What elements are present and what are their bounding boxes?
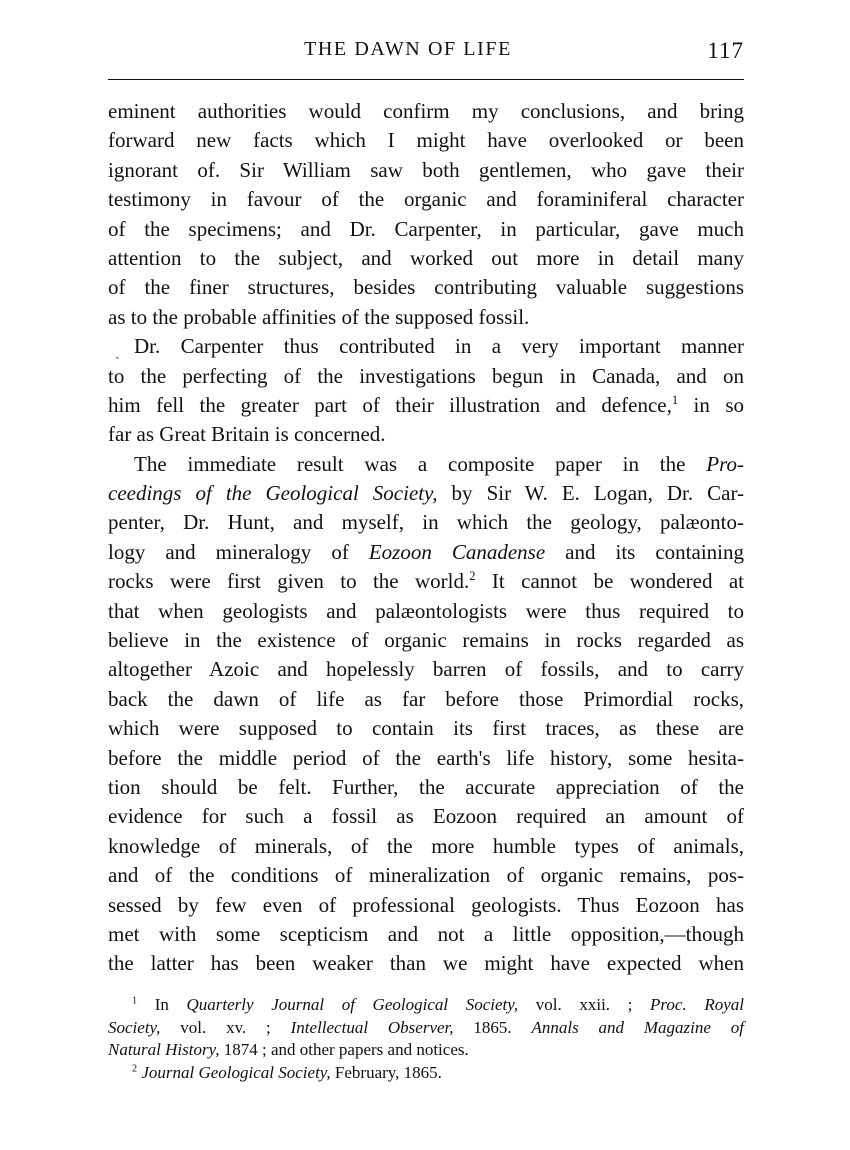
- text-line: the latter has been weaker than we might have expected when: [108, 951, 744, 976]
- text-line: to the perfecting of the investigations begun in Canada, and on: [108, 363, 744, 388]
- text-line: testimony in favour of the organic and foraminiferal character: [108, 187, 744, 212]
- footnote-marker-1: 1: [132, 995, 138, 1007]
- footnote-1-line: Society, vol. xv. ; Intellectual Observer, 1865. Annals and Magazine of: [108, 1017, 745, 1037]
- text-line: and of the conditions of mineralization of organic remains, pos-: [108, 863, 744, 888]
- stray-mark: ˎ: [115, 345, 120, 360]
- text-line: attention to the subject, and worked out more in detail many: [108, 245, 744, 270]
- body-text: [108, 97, 744, 979]
- text-line: The immediate result was a composite paper in the Pro-: [134, 451, 744, 476]
- text-line: penter, Dr. Hunt, and myself, in which the geology, palæonto-: [108, 510, 744, 535]
- text-line: back the dawn of life as far before those Primordial rocks,: [108, 686, 744, 711]
- footnote-ref-1: 1: [671, 392, 679, 407]
- text-line: sessed by few even of professional geologists. Thus Eozoon has: [108, 892, 744, 917]
- text-line: rocks were first given to the world.$^2$ It cannot be wondered at: [108, 569, 744, 594]
- text-line: Dr. Carpenter thus contributed in a very important manner: [134, 334, 744, 359]
- text-line: altogether Azoic and hopelessly barren of fossils, and to carry: [108, 657, 744, 682]
- text-line: tion should be felt. Further, the accurate appreciation of the: [108, 774, 744, 799]
- text-line: logy and mineralogy of Eozoon Canadense and its containing: [108, 539, 745, 564]
- text-line: of the finer structures, besides contributing valuable suggestions: [108, 275, 744, 300]
- text-line: far as Great Britain is concerned.: [108, 422, 386, 447]
- text-line: eminent authorities would confirm my conclusions, and bring: [108, 99, 744, 123]
- running-title: THE DAWN OF LIFE: [304, 38, 512, 60]
- header-rule: [108, 79, 744, 80]
- text-line: him fell the greater part of their illustration and defence,$^1$ in so: [108, 392, 744, 417]
- text-line: of the specimens; and Dr. Carpenter, in particular, gave much: [108, 216, 744, 241]
- text-line: which were supposed to contain its first traces, as these are: [108, 716, 744, 741]
- text-line: believe in the existence of organic remains in rocks regarded as: [108, 628, 744, 653]
- footnote-ref-2: 2: [469, 569, 476, 584]
- text-line: as to the probable affinities of the supposed fossil.: [108, 304, 530, 329]
- text-line: forward new facts which I might have overlooked or been: [108, 128, 744, 153]
- text-line: that when geologists and palæontologists were thus required to: [108, 598, 744, 623]
- text-line: evidence for such a fossil as Eozoon required an amount of: [108, 804, 744, 829]
- text-line: before the middle period of the earth's life history, some hesita-: [108, 745, 744, 770]
- running-head: [108, 36, 744, 70]
- text-line: met with some scepticism and not a little opposition,—though: [108, 921, 744, 946]
- footnote-1-line: Natural History, 1874 ; and other papers and notices.: [108, 1040, 469, 1060]
- text-line: ignorant of. Sir William saw both gentlemen, who gave their: [108, 157, 744, 182]
- page-number: 117: [707, 38, 744, 63]
- footnote-2-line: $^2$ Journal Geological Society, February, 1865.: [132, 1062, 442, 1082]
- footnote-1-line: $^1$ In Quarterly Journal of Geological Society, vol. xxii. ; Proc. Royal: [132, 995, 744, 1014]
- text-line: ceedings of the Geological Society, by Sir W. E. Logan, Dr. Car-: [108, 481, 745, 506]
- footnote-marker-2: 2: [132, 1063, 138, 1075]
- footnotes: [108, 994, 744, 1084]
- text-line: knowledge of minerals, of the more humble types of animals,: [108, 833, 744, 858]
